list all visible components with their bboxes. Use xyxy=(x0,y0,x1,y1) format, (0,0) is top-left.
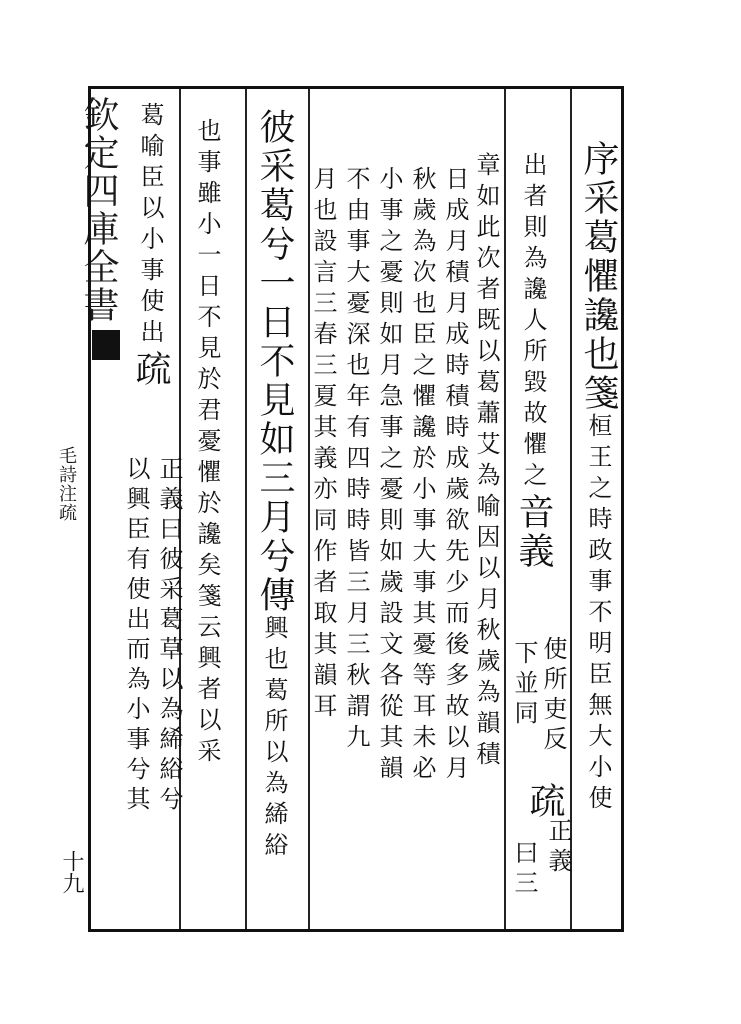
text-column-2 xyxy=(513,152,554,571)
zhuan-marker: 傳 xyxy=(254,576,295,615)
note-text: 正義 xyxy=(155,456,183,516)
column-rule xyxy=(504,89,506,929)
text-column-10 xyxy=(195,118,219,769)
side-title: 毛詩注疏 xyxy=(56,446,77,522)
shu-marker: 疏 xyxy=(524,782,565,821)
text-column-3 xyxy=(474,152,498,772)
yinyi-marker: 音義 xyxy=(513,493,554,571)
preface-heading: 序采葛懼讒也箋 xyxy=(578,140,619,413)
column-rule xyxy=(570,89,572,929)
edge-label: 欽定四庫全書 xyxy=(78,96,119,324)
commentary-text: 秋歲為次也臣之懼讒於小事大事其憂等耳未必 xyxy=(408,166,436,786)
text-column-7 xyxy=(344,166,368,755)
jian-marker: 箋 xyxy=(193,583,221,614)
note-text: 下並同 xyxy=(510,640,538,730)
commentary-text: 興也葛所以為絺綌 xyxy=(260,615,288,863)
commentary-text: 也事雖小一日不見於君憂懼於讒矣 xyxy=(193,118,221,583)
note-text: 以興臣有使出而為小事兮其 xyxy=(122,456,150,816)
commentary-text: 桓王之時政事不明臣無大小使 xyxy=(584,413,612,816)
text-column-11 xyxy=(130,102,171,389)
commentary-text: 日成月積月成時積時成歲欲先少而後多故以月 xyxy=(441,166,469,786)
text-column-1 xyxy=(578,140,619,816)
commentary-text: 章如此次者既以葛蕭艾為喻因以月秋歲為韻積 xyxy=(472,152,500,772)
shu-marker: 疏 xyxy=(130,350,171,389)
column-rule xyxy=(245,89,247,929)
commentary-text: 出者則為讒人所毀故懼之 xyxy=(519,152,547,493)
note-column-2e xyxy=(512,840,536,900)
note-text: 曰三 xyxy=(510,840,538,900)
note-text: 使所吏反 xyxy=(539,636,567,756)
text-column-6 xyxy=(377,166,401,786)
text-column-8 xyxy=(311,166,335,724)
text-column-5 xyxy=(410,166,434,786)
poem-text: 彼采葛兮一日不見如三月兮 xyxy=(254,108,295,576)
commentary-text: 月也設言三春三夏其義亦同作者取其韻耳 xyxy=(309,166,337,724)
commentary-text: 葛喻臣以小事使出 xyxy=(136,102,164,350)
note-column-2a xyxy=(541,636,565,756)
text-column-9 xyxy=(254,108,295,863)
folio-number: 十九 xyxy=(59,850,84,894)
commentary-text: 云興者以采 xyxy=(193,614,221,769)
text-column-4 xyxy=(443,166,467,786)
note-column-2b xyxy=(512,640,536,730)
note-column-11b xyxy=(124,456,148,816)
commentary-text: 不由事大憂深也年有四時時皆三月三秋謂九 xyxy=(342,166,370,755)
note-text: 曰彼采葛草以為絺綌兮 xyxy=(155,516,183,816)
text-column-2c xyxy=(524,782,565,821)
note-text: 正義 xyxy=(544,818,572,878)
note-column-11a xyxy=(157,456,181,816)
commentary-text: 小事之憂則如月急事之憂則如歲設文各從其韻 xyxy=(375,166,403,786)
note-column-2d xyxy=(546,818,570,878)
